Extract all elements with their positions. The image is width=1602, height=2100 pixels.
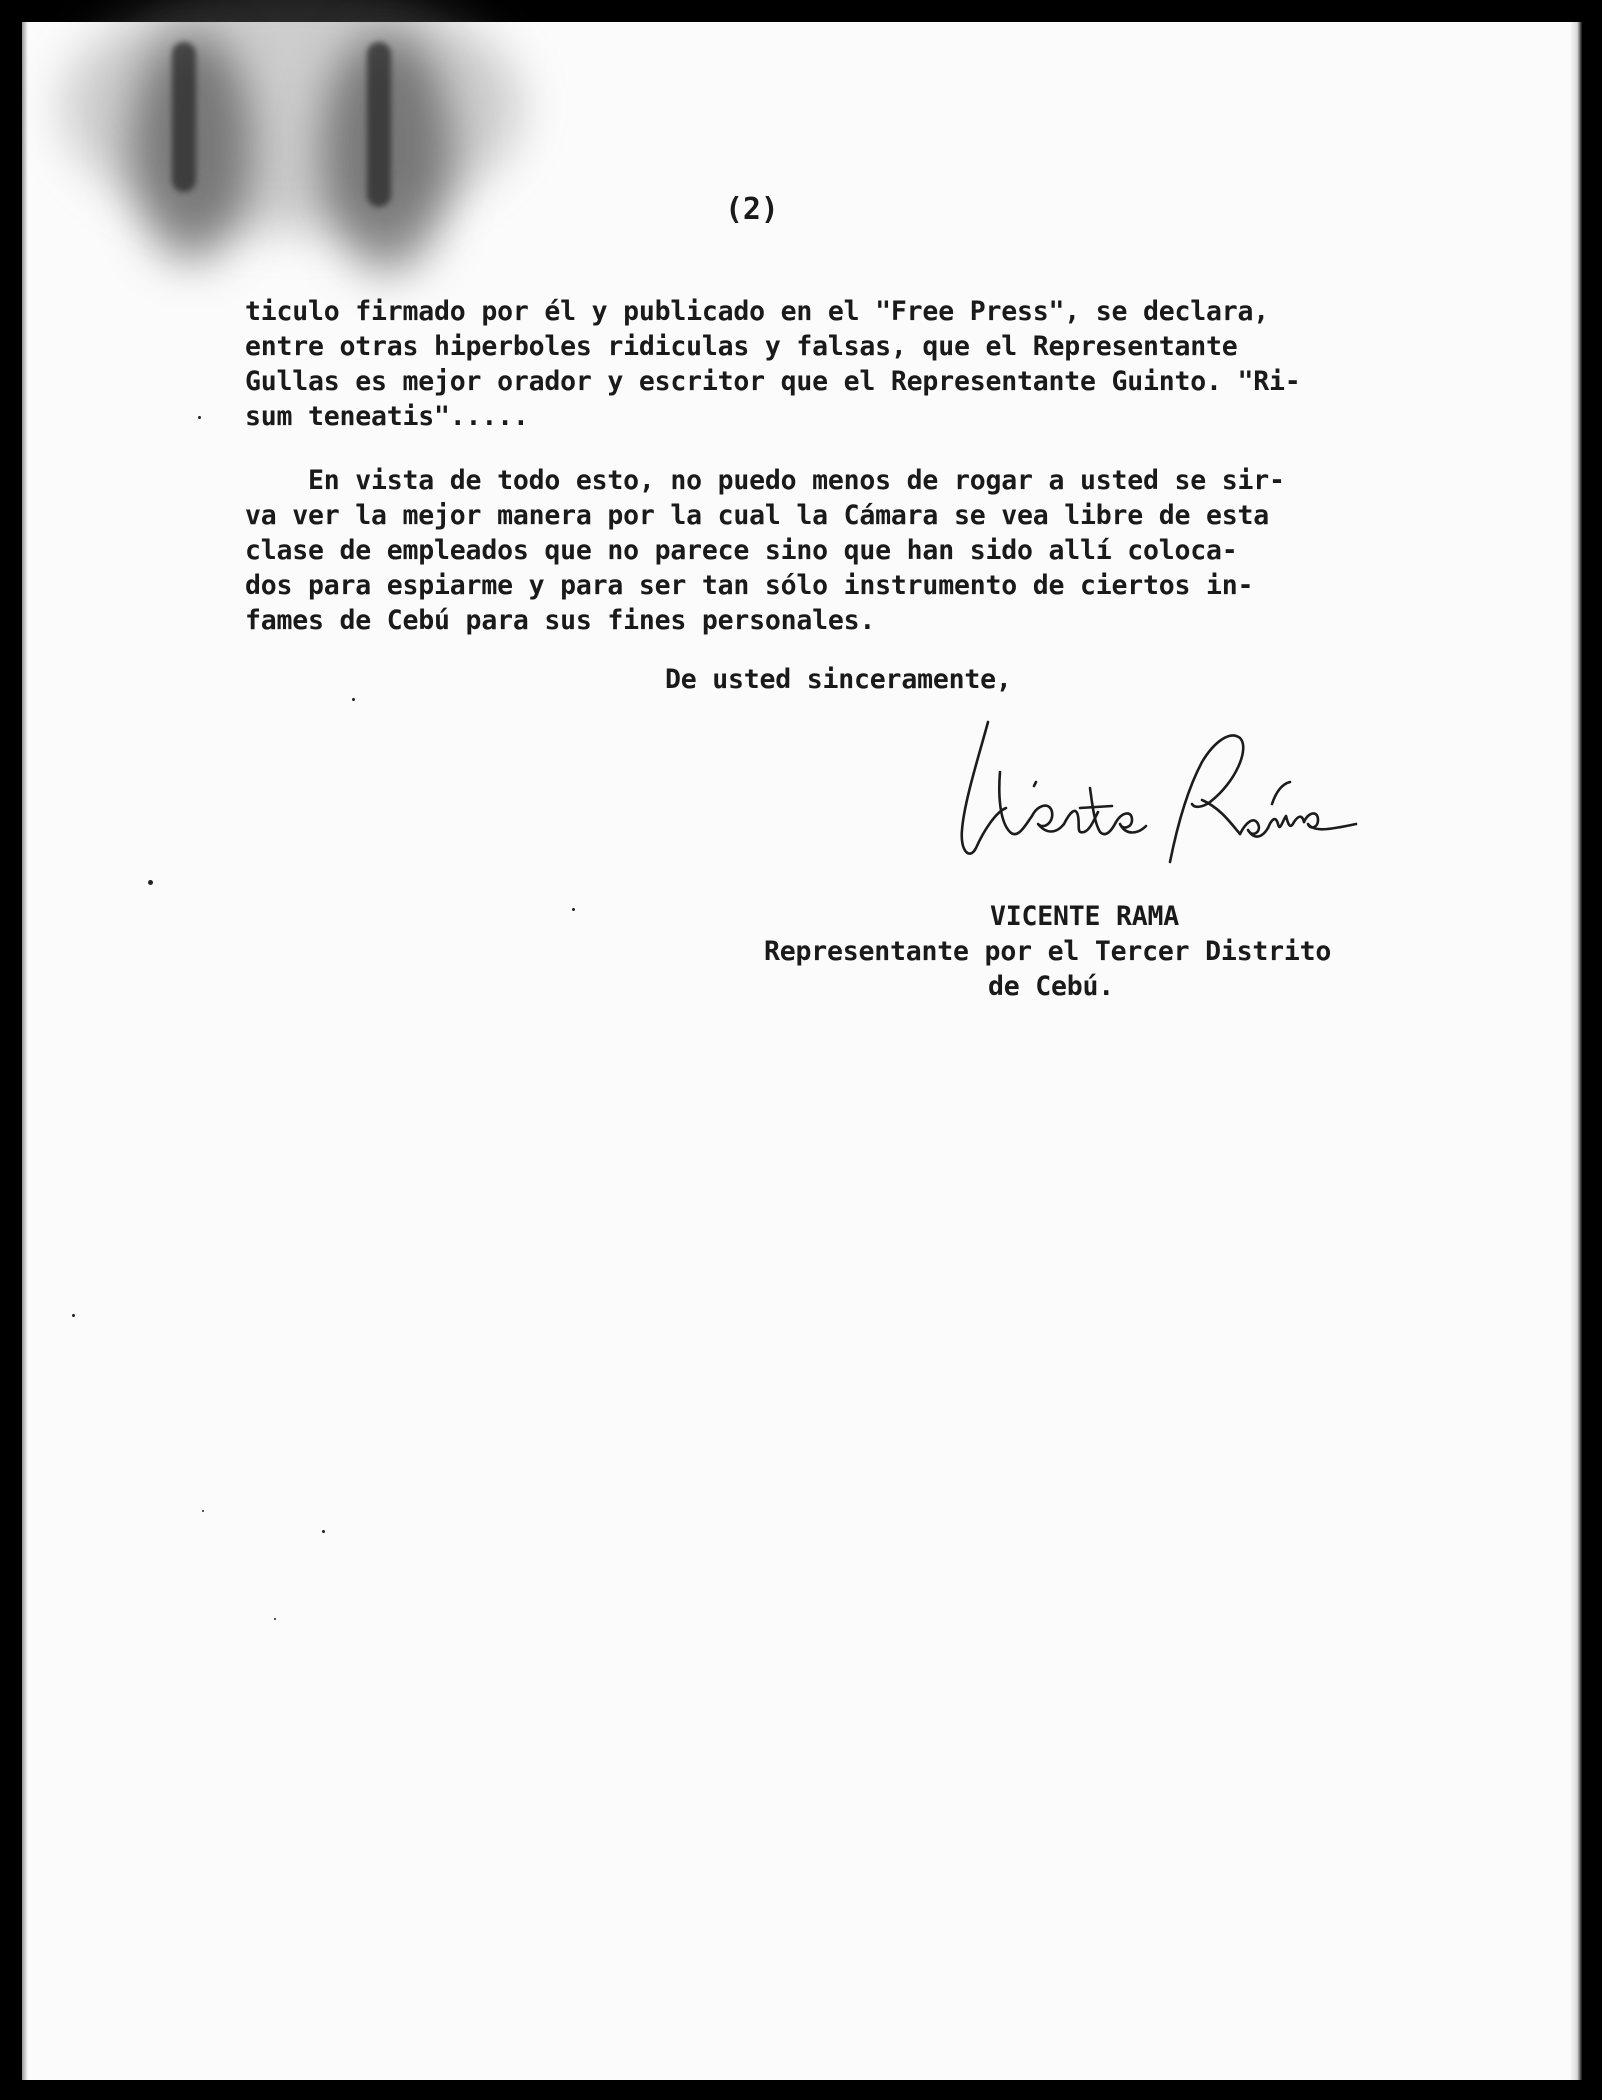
page-number: (2) xyxy=(725,192,779,227)
scan-speck xyxy=(202,1510,204,1512)
text-line: dos para espiarme y para ser tan sólo instrumento de ciertos in- xyxy=(245,570,1254,601)
rust-stain xyxy=(62,0,522,232)
text-line: clase de empleados que no parece sino que han sido allí coloca- xyxy=(245,535,1238,566)
signer-district: de Cebú. xyxy=(988,971,1115,1002)
text-line: En vista de todo esto, no puedo menos de rogar a usted se sir- xyxy=(245,465,1285,496)
page-edge-shadow-left xyxy=(22,22,28,2080)
document-page xyxy=(22,22,1582,2080)
closing-salutation: De usted sinceramente, xyxy=(665,664,1012,695)
scan-speck xyxy=(198,416,201,419)
scan-speck xyxy=(572,908,575,911)
signer-title: Representante por el Tercer Distrito xyxy=(764,936,1332,967)
text-line: ticulo firmado por él y publicado en el "Free Press", se declara, xyxy=(245,296,1270,327)
page-edge-shadow-right xyxy=(1570,22,1582,2080)
text-line: fames de Cebú para sus fines personales. xyxy=(245,605,876,636)
text-line: entre otras hiperboles ridiculas y falsas, que el Representante xyxy=(245,331,1238,362)
scan-speck xyxy=(352,698,355,701)
staple-mark xyxy=(172,42,196,192)
text-line: sum teneatis"..... xyxy=(245,401,529,432)
text-line: va ver la mejor manera por la cual la Cámara se vea libre de esta xyxy=(245,500,1270,531)
handwritten-signature xyxy=(940,699,1360,892)
scan-speck xyxy=(148,880,153,885)
scan-speck xyxy=(274,1618,276,1620)
text-line: Gullas es mejor orador y escritor que el Representante Guinto. "Ri- xyxy=(245,366,1301,397)
signature-text: Vicente Rama xyxy=(940,699,1031,716)
staple-mark xyxy=(367,42,391,207)
signer-name: VICENTE RAMA xyxy=(990,901,1180,932)
scan-speck xyxy=(322,1530,325,1533)
scan-speck xyxy=(72,1314,75,1317)
